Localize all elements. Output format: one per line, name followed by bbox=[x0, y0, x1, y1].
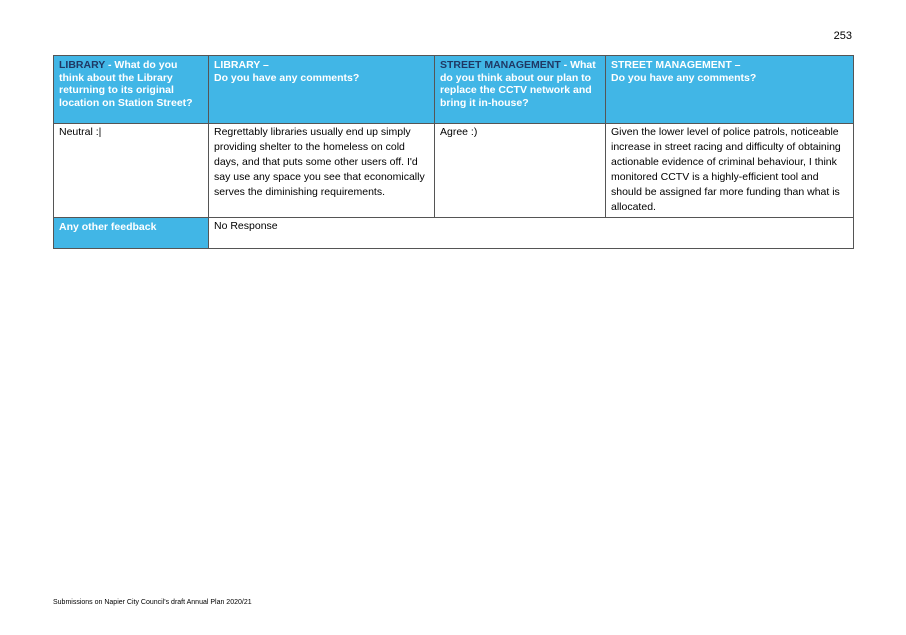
library-answer-cell: Neutral :| bbox=[54, 124, 209, 218]
other-feedback-value: No Response bbox=[209, 218, 854, 249]
page-footer: Submissions on Napier City Council's draft Annual Plan 2020/21 bbox=[53, 599, 252, 606]
page-number: 253 bbox=[833, 30, 852, 42]
other-feedback-label: Any other feedback bbox=[54, 218, 209, 249]
header-street-question: STREET MANAGEMENT - What do you think about our plan to replace the CCTV network and bring it in-house? bbox=[435, 56, 606, 124]
library-comment-cell: Regrettably libraries usually end up simply providing shelter to the homeless on cold days, and that puts some other users off. I'd say use any space you see that economically serves the diminishing requirements. bbox=[209, 124, 435, 218]
street-comment-cell: Given the lower level of police patrols, noticeable increase in street racing and difficulty of obtaining actionable evidence of criminal behaviour, I think monitored CCTV is a highly-efficient tool and should be assigned far more funding than what is allocated. bbox=[606, 124, 854, 218]
header-library-question: LIBRARY - What do you think about the Library returning to its original location on Station Street? bbox=[54, 56, 209, 124]
header-street-comments: STREET MANAGEMENT – Do you have any comments? bbox=[606, 56, 854, 124]
table-row bbox=[54, 124, 854, 218]
header-row bbox=[54, 56, 854, 124]
street-answer-cell: Agree :) bbox=[435, 124, 606, 218]
header-library-comments: LIBRARY – Do you have any comments? bbox=[209, 56, 435, 124]
submission-table bbox=[53, 55, 854, 249]
other-feedback-row bbox=[54, 218, 854, 249]
